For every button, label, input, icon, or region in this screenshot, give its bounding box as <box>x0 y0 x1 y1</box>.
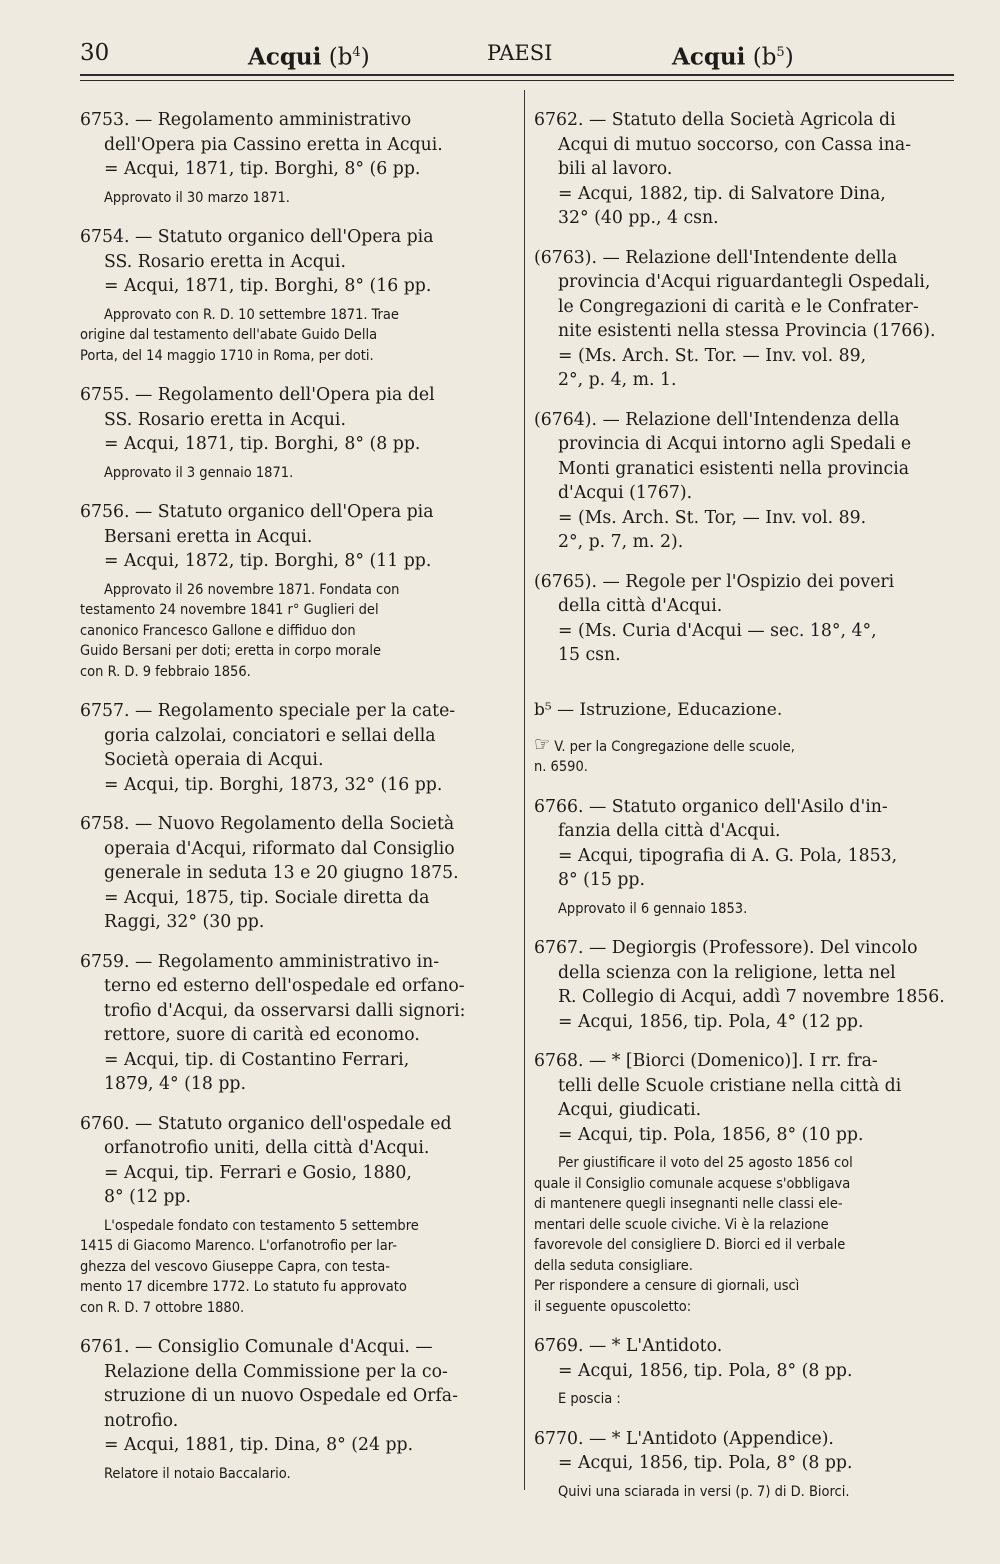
entry-6770 <box>534 1427 954 1476</box>
entry-line: struzione di un nuovo Ospedale ed Orfa- <box>104 1386 458 1406</box>
header-rule-bottom <box>80 80 954 81</box>
entry-6756 <box>80 500 512 574</box>
entry-note <box>534 1482 954 1503</box>
note-line: Quivi una sciarada in versi (p. 7) di D. Biorci. <box>558 1483 850 1500</box>
header-rule-top <box>80 74 954 76</box>
entry-note <box>80 580 512 683</box>
entry-line: = Acqui, tip. Ferrari e Gosio, 1880, <box>104 1162 412 1183</box>
running-head-left-sup: 4 <box>352 45 361 60</box>
entry-line: (6765). — Regole per l'Ospizio dei poveri <box>534 571 895 592</box>
note-line: Approvato con R. D. 10 settembre 1871. Trae <box>104 306 399 323</box>
entry-line: SS. Rosario eretta in Acqui. <box>104 409 346 430</box>
entry-line: bili al lavoro. <box>558 159 673 179</box>
running-head-left-paren-close: ) <box>360 44 370 71</box>
entry-line: 8° (12 pp. <box>104 1187 191 1207</box>
right-column <box>534 108 954 1519</box>
running-head-left <box>248 38 370 73</box>
note-line: L'ospedale fondato con testamento 5 settembre <box>104 1217 419 1234</box>
entry-line: generale in seduta 13 e 20 giugno 1875. <box>104 863 459 883</box>
entry-line: 2°, p. 7, m. 2). <box>558 532 684 552</box>
entry-line: terno ed esterno dell'ospedale ed orfano- <box>104 976 465 996</box>
cross-reference-text: V. per la Congregazione delle scuole, <box>554 738 795 755</box>
entry-line: SS. Rosario eretta in Acqui. <box>104 251 346 272</box>
entry-6757 <box>80 699 512 797</box>
entry-line: = Acqui, 1856, tip. Pola, 4° (12 pp. <box>558 1011 864 1032</box>
note-line: favorevole del consigliere D. Biorci ed il verbale <box>534 1237 846 1253</box>
note-line: mento 17 dicembre 1772. Lo statuto fu approvato <box>80 1279 407 1295</box>
entry-6769 <box>534 1334 954 1383</box>
entry-line: 6753. — Regolamento amministrativo <box>80 110 412 130</box>
entry-line: fanzia della città d'Acqui. <box>558 821 781 841</box>
entry-line: = Acqui, 1856, tip. Pola, 8° (8 pp. <box>558 1360 853 1381</box>
entry-line: R. Collegio di Acqui, addì 7 novembre 1856. <box>558 987 945 1007</box>
note-line: con R. D. 9 febbraio 1856. <box>80 663 251 680</box>
note-line: Per rispondere a censure di giornali, uscì <box>534 1278 800 1294</box>
entry-line: (6763). — Relazione dell'Intendente della <box>534 247 898 268</box>
note-line: testamento 24 novembre 1841 r° Guglieri del <box>80 602 379 618</box>
note-line: della seduta consigliare. <box>534 1257 693 1274</box>
entry-line: = Acqui, 1871, tip. Borghi, 8° (6 pp. <box>104 159 421 179</box>
entry-note <box>80 188 512 209</box>
running-head-right-title: Acqui <box>672 43 746 71</box>
note-line: Guido Bersani per doti; eretta in corpo morale <box>80 643 382 659</box>
entry-line: = (Ms. Arch. St. Tor, — Inv. vol. 89. <box>558 507 867 528</box>
entry-line: = (Ms. Curia d'Acqui — sec. 18°, 4°, <box>558 620 877 641</box>
note-line: Approvato il 30 marzo 1871. <box>104 189 290 206</box>
right-entries-bottom <box>534 795 954 1503</box>
running-head-left-title: Acqui <box>248 43 322 71</box>
entry-line: Società operaia di Acqui. <box>104 750 324 770</box>
entry-line: 6758. — Nuovo Regolamento della Società <box>80 814 455 834</box>
entry-line: orfanotrofio uniti, della città d'Acqui. <box>104 1138 430 1158</box>
entry-line: 6759. — Regolamento amministrativo in- <box>80 951 440 972</box>
entry-6758 <box>80 812 512 935</box>
note-line: Porta, del 14 maggio 1710 in Roma, per doti. <box>80 347 374 364</box>
note-line: con R. D. 7 ottobre 1880. <box>80 1299 245 1316</box>
entry-note <box>80 305 512 367</box>
entry-line: Raggi, 32° (30 pp. <box>104 912 265 932</box>
entry-line: = Acqui, 1881, tip. Dina, 8° (24 pp. <box>104 1435 414 1455</box>
entry-line: 8° (15 pp. <box>558 870 645 890</box>
entry-line: 6760. — Statuto organico dell'ospedale ed <box>80 1113 452 1134</box>
entry-line: = Acqui, tip. di Costantino Ferrari, <box>104 1049 410 1070</box>
entry-line: 6767. — Degiorgis (Professore). Del vincolo <box>534 938 918 958</box>
entry-6753 <box>80 108 512 182</box>
entry-6764 <box>534 408 954 555</box>
note-line: origine dal testamento dell'abate Guido Della <box>80 327 378 343</box>
entry-6761 <box>80 1335 512 1458</box>
entry-line: = (Ms. Arch. St. Tor. — Inv. vol. 89, <box>558 345 867 366</box>
entry-line: 6757. — Regolamento speciale per la cate- <box>80 701 456 721</box>
entry-line: 32° (40 pp., 4 csn. <box>558 208 719 228</box>
running-head-center: PAESI <box>487 41 553 65</box>
note-line: ghezza del vescovo Giuseppe Capra, con testa- <box>80 1258 390 1275</box>
note-line: Approvato il 26 novembre 1871. Fondata con <box>104 581 400 598</box>
entry-note <box>80 1216 512 1319</box>
entry-line: operaia d'Acqui, riformato dal Consiglio <box>104 838 455 859</box>
cross-reference <box>534 734 954 778</box>
entry-line: della scienza con la religione, letta nel <box>558 962 896 983</box>
entry-line: = Acqui, 1875, tip. Sociale diretta da <box>104 887 430 908</box>
left-column <box>80 108 512 1501</box>
entry-6767 <box>534 936 954 1034</box>
entry-line: = Acqui, tip. Pola, 1856, 8° (10 pp. <box>558 1124 864 1145</box>
note-line: il seguente opuscoletto: <box>534 1298 692 1315</box>
entry-line: = Acqui, 1856, tip. Pola, 8° (8 pp. <box>558 1453 853 1473</box>
entry-6760 <box>80 1112 512 1210</box>
entry-6754 <box>80 225 512 299</box>
entry-line: 15 csn. <box>558 645 621 665</box>
entry-line: = Acqui, 1872, tip. Borghi, 8° (11 pp. <box>104 551 432 571</box>
running-head-right-paren: (b <box>752 44 777 71</box>
cross-reference-line: n. 6590. <box>534 759 588 775</box>
cross-reference-line <box>534 734 954 758</box>
entry-note <box>80 463 512 484</box>
entry-line: telli delle Scuole cristiane nella città di <box>558 1075 902 1096</box>
entry-line: 6756. — Statuto organico dell'Opera pia <box>80 502 434 522</box>
entry-line: 6762. — Statuto della Società Agricola di <box>534 110 896 130</box>
entry-note <box>534 899 954 920</box>
note-line: Approvato il 3 gennaio 1871. <box>104 464 294 481</box>
entry-6762 <box>534 108 954 231</box>
entry-line: = Acqui, tipografia di A. G. Pola, 1853, <box>558 845 898 866</box>
entry-line: 1879, 4° (18 pp. <box>104 1074 246 1094</box>
note-line: Per giustificare il voto del 25 agosto 1856 col <box>558 1155 853 1171</box>
running-head-right <box>672 38 794 73</box>
entry-6768 <box>534 1049 954 1147</box>
entry-line: dell'Opera pia Cassino eretta in Acqui. <box>104 134 443 155</box>
entry-line: provincia d'Acqui riguardantegli Ospedali, <box>558 272 931 292</box>
entry-6755 <box>80 383 512 457</box>
running-head-right-sup: 5 <box>776 45 785 60</box>
entry-6766 <box>534 795 954 893</box>
entry-line: le Congregazioni di carità e le Confrater- <box>558 296 919 317</box>
entry-line: 6755. — Regolamento dell'Opera pia del <box>80 385 435 405</box>
note-line: 1415 di Giacomo Marenco. L'orfanotrofio per lar- <box>80 1238 397 1254</box>
entry-line: 6766. — Statuto organico dell'Asilo d'in- <box>534 796 888 817</box>
running-head-left-paren: (b <box>328 44 353 71</box>
entry-line: Bersani eretta in Acqui. <box>104 526 313 547</box>
entry-line: d'Acqui (1767). <box>558 483 693 503</box>
note-line: mentari delle scuole civiche. Vi è la relazione <box>534 1216 829 1233</box>
section-heading: b⁵ — Istruzione, Educazione. <box>534 699 783 720</box>
entry-note <box>534 1153 954 1317</box>
entry-6765 <box>534 570 954 668</box>
entry-line: Acqui, giudicati. <box>558 1100 702 1120</box>
entry-line: = Acqui, 1871, tip. Borghi, 8° (8 pp. <box>104 434 421 454</box>
entry-line: 6761. — Consiglio Comunale d'Acqui. — <box>80 1337 433 1357</box>
page-number: 30 <box>80 40 110 66</box>
entry-line: della città d'Acqui. <box>558 596 723 616</box>
note-line: Relatore il notaio Baccalario. <box>104 1465 291 1482</box>
entry-line: 2°, p. 4, m. 1. <box>558 370 677 390</box>
entry-line: goria calzolai, conciatori e sellai della <box>104 725 436 746</box>
entry-6759 <box>80 950 512 1097</box>
entry-line: Relazione della Commissione per la co- <box>104 1361 448 1382</box>
entry-line: nite esistenti nella stessa Provincia (1766). <box>558 321 936 341</box>
note-line: E poscia : <box>558 1391 621 1407</box>
entry-line: rettore, suore di carità ed economo. <box>104 1025 420 1045</box>
entry-line: trofio d'Acqui, da osservarsi dalli signori: <box>104 1000 466 1021</box>
note-line: di mantenere quegli insegnanti nelle classi ele- <box>534 1196 843 1212</box>
entry-line: = Acqui, 1871, tip. Borghi, 8° (16 pp. <box>104 276 432 296</box>
entry-line: (6764). — Relazione dell'Intendenza della <box>534 409 900 430</box>
pointing-hand-icon: ☞ <box>534 733 551 756</box>
entry-line: Acqui di mutuo soccorso, con Cassa ina- <box>558 134 912 155</box>
note-line: Approvato il 6 gennaio 1853. <box>558 900 748 917</box>
note-line: quale il Consiglio comunale acquese s'obbligava <box>534 1175 851 1192</box>
note-line: canonico Francesco Gallone e diffiduo don <box>80 622 356 639</box>
entry-line: 6754. — Statuto organico dell'Opera pia <box>80 227 434 247</box>
entry-line: 6770. — * L'Antidoto (Appendice). <box>534 1428 834 1449</box>
entry-line: 6768. — * [Biorci (Domenico)]. I rr. fra- <box>534 1051 878 1071</box>
right-entries-top <box>534 108 954 668</box>
entry-note <box>80 1464 512 1485</box>
entry-line: provincia di Acqui intorno agli Spedali e <box>558 434 912 454</box>
entry-line: 6769. — * L'Antidoto. <box>534 1336 723 1356</box>
running-head-right-paren-close: ) <box>784 44 794 71</box>
entry-line: notrofio. <box>104 1410 179 1431</box>
entry-line: = Acqui, tip. Borghi, 1873, 32° (16 pp. <box>104 774 443 795</box>
column-divider <box>524 90 525 1490</box>
entry-line: Monti granatici esistenti nella provincia <box>558 458 910 479</box>
entry-note <box>534 1389 954 1410</box>
entry-line: = Acqui, 1882, tip. di Salvatore Dina, <box>558 183 886 204</box>
entry-6763 <box>534 246 954 393</box>
